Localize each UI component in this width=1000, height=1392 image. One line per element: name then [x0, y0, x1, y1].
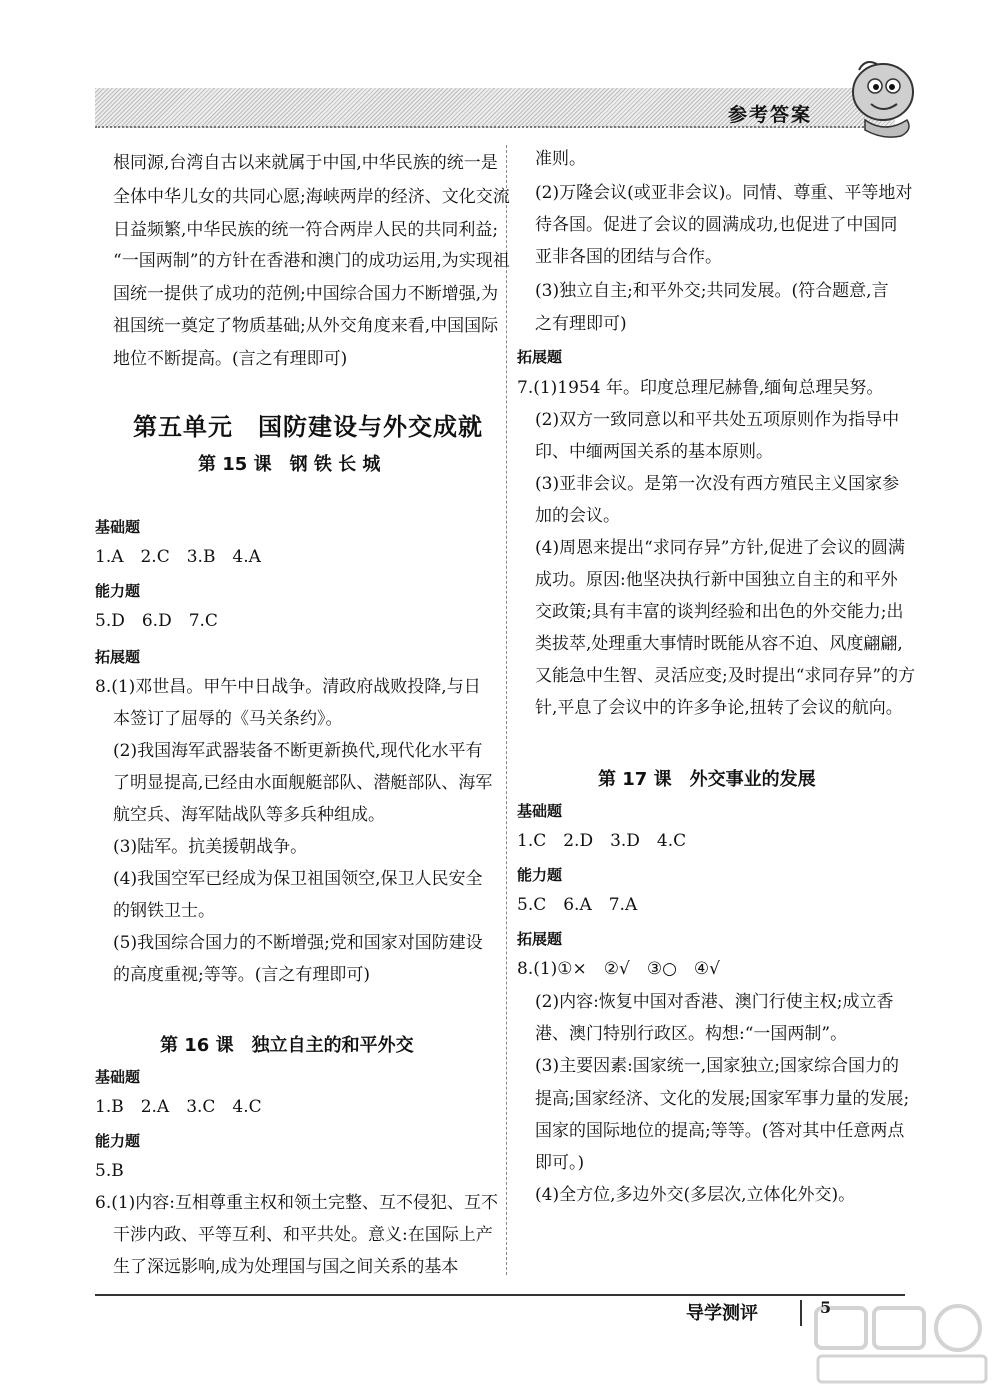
answer-line: 印、中缅两国关系的基本原则。	[535, 442, 773, 462]
answer-line: (3)主要因素:国家统一,国家独立;国家综合国力的	[535, 1056, 899, 1076]
answer-line: (3)陆军。抗美援朝战争。	[113, 837, 308, 857]
section-ability: 能力题	[517, 866, 563, 884]
answer-line: 了明显提高,已经由水面舰艇部队、潜艇部队、海军	[113, 773, 493, 793]
answer-line: 7.(1)1954 年。印度总理尼赫鲁,缅甸总理吴努。	[517, 378, 884, 398]
answer-line: 交政策;具有丰富的谈判经验和出色的外交能力;出	[535, 602, 904, 622]
answer-line: 的钢铁卫士。	[113, 901, 215, 921]
answer-line: (3)亚非会议。是第一次没有西方殖民主义国家参	[535, 474, 900, 494]
mascot-icon	[835, 50, 925, 140]
answer-line: (2)内容:恢复中国对香港、澳门行使主权;成立香	[535, 992, 894, 1012]
answer-line: (4)我国空军已经成为保卫祖国领空,保卫人民安全	[113, 869, 483, 889]
answer-line: 6.(1)内容:互相尊重主权和领土完整、互不侵犯、互不	[95, 1193, 499, 1213]
answer-line: 提高;国家经济、文化的发展;国家军事力量的发展;	[535, 1089, 910, 1109]
section-basic: 基础题	[95, 1068, 141, 1086]
answer-line: 又能急中生智、灵活应变;及时提出“求同存异”的方	[535, 666, 916, 686]
answer-line: 5.D 6.D 7.C	[95, 611, 218, 631]
answer-line: 加的会议。	[535, 506, 620, 526]
footer-rule	[95, 1294, 905, 1296]
right-text-line: (3)独立自主;和平外交;共同发展。(符合题意,言	[535, 281, 889, 301]
answer-line: 成功。原因:他坚决执行新中国独立自主的和平外	[535, 570, 898, 590]
lesson-16-title: 第 16 课 独立自主的和平外交	[160, 1035, 414, 1056]
lesson-17-title: 第 17 课 外交事业的发展	[598, 769, 816, 790]
answer-line: (4)周恩来提出“求同存异”方针,促进了会议的圆满	[535, 538, 905, 558]
answer-line: 生了深远影响,成为处理国与国之间关系的基本	[113, 1257, 459, 1277]
answer-line: 1.B 2.A 3.C 4.C	[95, 1097, 262, 1117]
left-text-line: 根同源,台湾自古以来就属于中国,中华民族的统一是	[113, 153, 498, 173]
left-text-line: 全体中华儿女的共同心愿;海峡两岸的经济、文化交流	[113, 187, 510, 207]
footer-label: 导学测评	[686, 1303, 758, 1324]
section-basic: 基础题	[517, 802, 563, 820]
section-extension: 拓展题	[517, 930, 563, 948]
answer-line: 国家的国际地位的提高;等等。(答对其中任意两点	[535, 1121, 905, 1141]
right-text-line: (2)万隆会议(或亚非会议)。同情、尊重、平等地对	[535, 183, 913, 203]
answer-line: (5)我国综合国力的不断增强;党和国家对国防建设	[113, 933, 483, 953]
answer-line: 即可。)	[535, 1153, 585, 1173]
page-number: 5	[820, 1298, 832, 1317]
section-extension: 拓展题	[517, 348, 563, 366]
lesson-15-title: 第 15 课 钢 铁 长 城	[198, 454, 381, 475]
right-text-line: 待各国。促进了会议的圆满成功,也促进了中国同	[535, 215, 898, 235]
left-text-line: 祖国统一奠定了物质基础;从外交角度来看,中国国际	[113, 316, 499, 336]
answer-line: (4)全方位,多边外交(多层次,立体化外交)。	[535, 1185, 856, 1205]
header-title: 参考答案	[728, 104, 813, 126]
right-text-line: 准则。	[535, 149, 586, 169]
answer-line: 类拔萃,处理重大事情时既能从容不迫、风度翩翩,	[535, 634, 903, 654]
unit-title: 第五单元 国防建设与外交成就	[133, 412, 483, 441]
watermark-logo	[812, 1302, 992, 1386]
right-text-line: 之有理即可)	[535, 314, 627, 334]
answer-line: 航空兵、海军陆战队等多兵种组成。	[113, 805, 385, 825]
answer-line: 干涉内政、平等互利、和平共处。意义:在国际上产	[113, 1225, 493, 1245]
answer-line: (2)我国海军武器装备不断更新换代,现代化水平有	[113, 741, 483, 761]
answer-line: 1.C 2.D 3.D 4.C	[517, 831, 687, 851]
right-text-line: 亚非各国的团结与合作。	[535, 247, 722, 267]
column-divider	[506, 145, 507, 1275]
answer-line: 8.(1)①× ②√ ③○ ④√	[517, 959, 721, 979]
answer-line: 本签订了屈辱的《马关条约》。	[113, 709, 343, 729]
section-basic: 基础题	[95, 518, 141, 536]
footer-separator	[800, 1300, 802, 1326]
answer-line: 针,平息了会议中的许多争论,扭转了会议的航向。	[535, 698, 903, 718]
left-text-line: “一国两制”的方针在香港和澳门的成功运用,为实现祖	[113, 251, 510, 271]
left-text-line: 国统一提供了成功的范例;中国综合国力不断增强,为	[113, 284, 499, 304]
section-ability: 能力题	[95, 1132, 141, 1150]
answer-line: 8.(1)邓世昌。甲午中日战争。清政府战败投降,与日	[95, 677, 481, 697]
left-text-line: 地位不断提高。(言之有理即可)	[113, 349, 348, 369]
answer-line: 5.B	[95, 1161, 124, 1181]
answer-line: 1.A 2.C 3.B 4.A	[95, 547, 261, 567]
section-ability: 能力题	[95, 582, 141, 600]
left-text-line: 日益频繁,中华民族的统一符合两岸人民的共同利益;	[113, 220, 499, 240]
answer-line: 的高度重视;等等。(言之有理即可)	[113, 965, 370, 985]
section-extension: 拓展题	[95, 648, 141, 666]
answer-line: (2)双方一致同意以和平共处五项原则作为指导中	[535, 410, 900, 430]
answer-line: 港、澳门特别行政区。构想:“一国两制”。	[535, 1024, 848, 1044]
answer-line: 5.C 6.A 7.A	[517, 895, 638, 915]
